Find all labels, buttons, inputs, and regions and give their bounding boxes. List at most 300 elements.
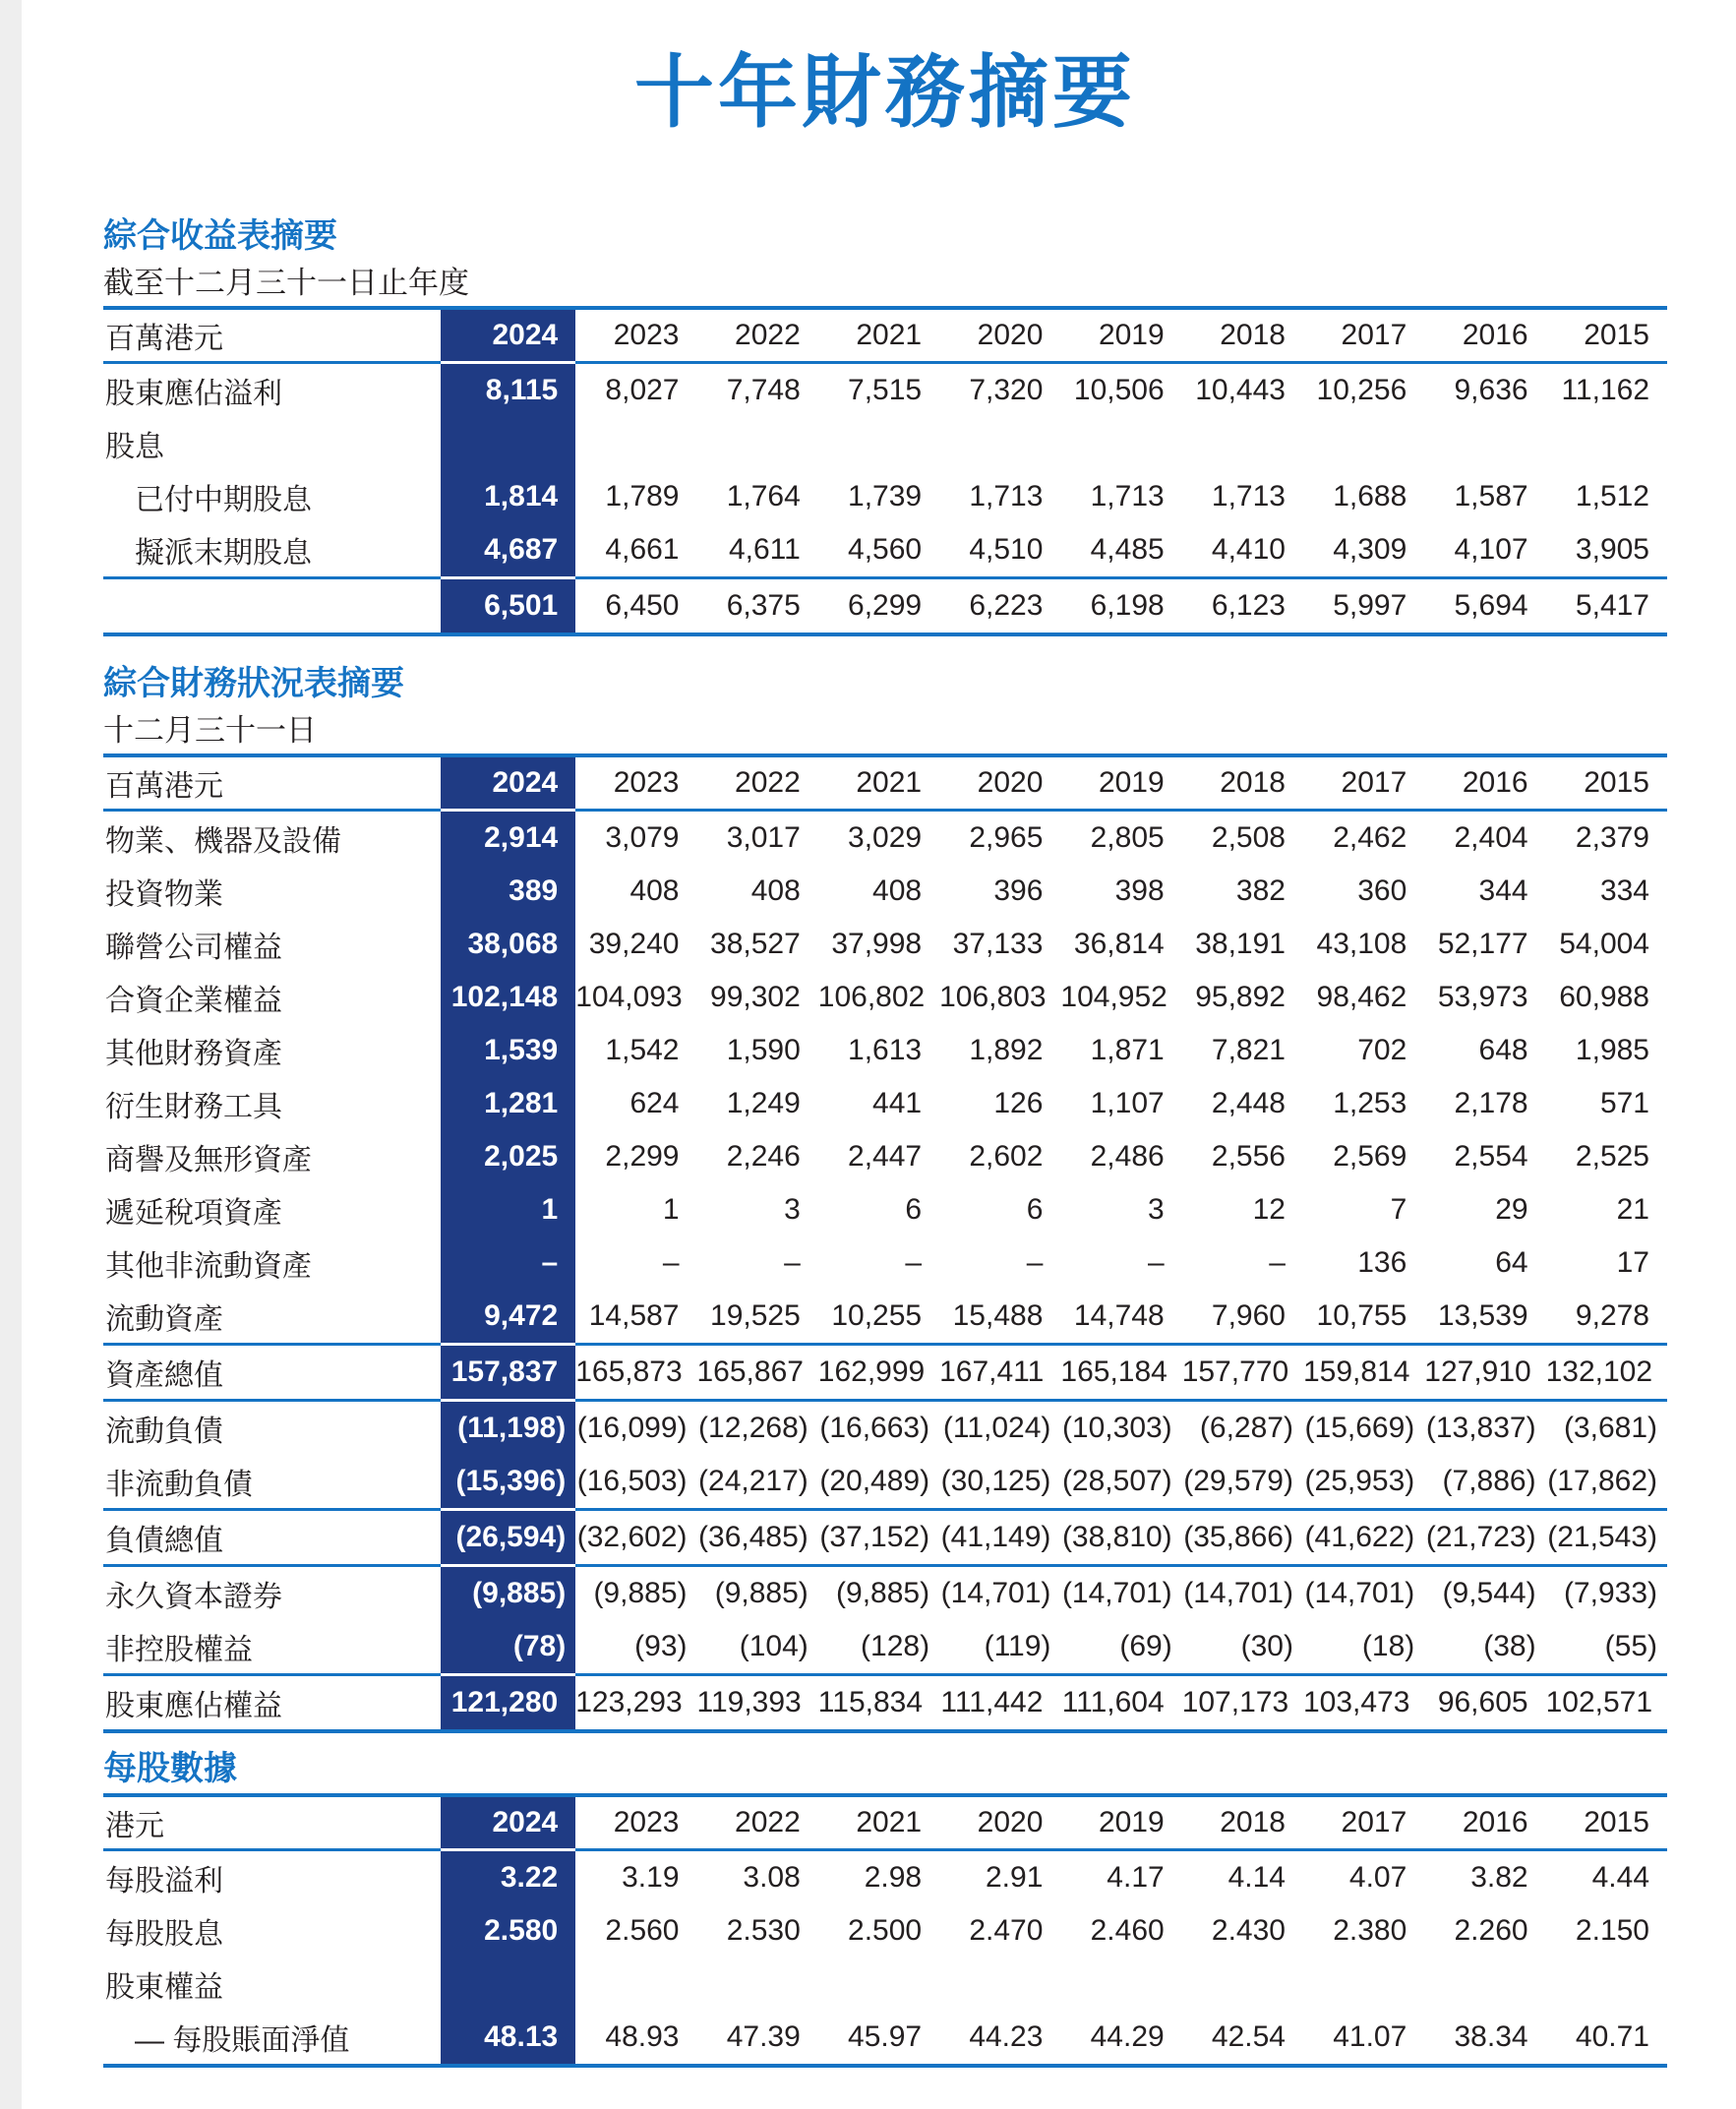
row-label: 流動資產 [105, 1303, 223, 1336]
year-header: 2021 [856, 319, 923, 351]
value-cell: 10,256 [1303, 363, 1424, 418]
row-label: 擬派末期股息 [135, 537, 312, 570]
income-section-subtitle: 截至十二月三十一日止年度 [103, 266, 469, 300]
value-cell: (20,489) [819, 1465, 930, 1497]
value-cell: 111,442 [939, 1675, 1060, 1732]
year-header: 2018 [1220, 319, 1286, 351]
value-cell: 98,462 [1316, 981, 1407, 1013]
value-cell: (16,503) [576, 1465, 688, 1497]
year-header: 2019 [1098, 1806, 1165, 1838]
value-cell: 4.44 [1546, 1850, 1667, 1905]
value-cell: (28,507) [1061, 1465, 1172, 1497]
value-cell: 398 [1114, 874, 1165, 907]
value-cell: 2.470 [969, 1914, 1044, 1947]
value-cell: 44.23 [969, 2020, 1044, 2053]
value-cell: (30) [1240, 1630, 1293, 1662]
value-cell: 5,997 [1303, 578, 1424, 635]
row-label: 合資企業權益 [105, 985, 282, 1017]
value-cell: (9,885) [818, 1566, 939, 1621]
value-cell: 2,178 [1454, 1087, 1528, 1119]
value-cell: 106,802 [817, 981, 926, 1013]
value-cell: 96,605 [1424, 1675, 1545, 1732]
value-cell [1060, 417, 1181, 470]
value-cell: 115,834 [818, 1675, 939, 1732]
value-cell: 41.07 [1333, 2020, 1407, 2053]
value-cell: 4,107 [1454, 533, 1528, 566]
value-cell: (21,543) [1546, 1510, 1667, 1566]
row-label: 已付中期股息 [135, 484, 312, 516]
value-cell: (29,579) [1183, 1465, 1293, 1497]
highlight-value-cell: 102,148 [441, 971, 575, 1024]
year-header: 2016 [1462, 319, 1528, 351]
highlight-value-cell: 48.13 [441, 2011, 575, 2066]
value-cell: 45.97 [848, 2020, 923, 2053]
value-cell: 2,569 [1333, 1140, 1407, 1173]
year-header: 2022 [735, 1806, 801, 1838]
value-cell: 408 [750, 874, 801, 907]
highlight-value-cell: 8,115 [441, 363, 575, 418]
year-header: 2020 [977, 1806, 1044, 1838]
value-cell: (21,723) [1424, 1510, 1545, 1566]
table-row [103, 1850, 1667, 1905]
value-cell: 624 [629, 1087, 680, 1119]
value-cell: 3 [784, 1193, 801, 1226]
value-cell: 4,611 [728, 533, 801, 566]
value-cell: (16,099) [575, 1401, 696, 1456]
highlight-value-cell: 121,280 [441, 1675, 575, 1732]
highlight-value-cell: 1,281 [441, 1077, 575, 1130]
value-cell: 2,404 [1424, 811, 1545, 866]
value-cell: (18) [1361, 1630, 1415, 1662]
value-cell: 54,004 [1559, 928, 1649, 960]
table-row [103, 1455, 1667, 1510]
balance-section-subtitle: 十二月三十一日 [103, 713, 317, 748]
value-cell: 123,293 [575, 1675, 696, 1732]
per-share-table [103, 1793, 1667, 2068]
table-row [103, 971, 1667, 1024]
value-cell: 2,525 [1575, 1140, 1649, 1173]
value-cell [939, 417, 1060, 470]
value-cell: 6,223 [939, 578, 1060, 635]
value-cell [1182, 417, 1303, 470]
value-cell: 7,515 [818, 363, 939, 418]
table-row [103, 1236, 1667, 1290]
value-cell: 29 [1495, 1193, 1528, 1226]
value-cell: 1,688 [1333, 480, 1407, 512]
year-header: 2023 [613, 766, 680, 799]
unit-label: 百萬港元 [105, 770, 223, 803]
value-cell [1182, 1958, 1303, 2011]
value-cell: (14,701) [1303, 1566, 1424, 1621]
table-row [103, 1675, 1667, 1732]
value-cell: 1,985 [1575, 1034, 1649, 1066]
value-cell: 2.91 [939, 1850, 1060, 1905]
income-section-title: 綜合收益表摘要 [103, 217, 337, 255]
value-cell: 648 [1478, 1034, 1528, 1066]
value-cell: 2,246 [726, 1140, 801, 1173]
value-cell: 126 [993, 1087, 1044, 1119]
highlight-value-cell: 1 [441, 1183, 575, 1236]
value-cell: 2.150 [1575, 1914, 1649, 1947]
value-cell: 103,473 [1303, 1675, 1424, 1732]
value-cell: (6,287) [1182, 1401, 1303, 1456]
value-cell: 1 [662, 1193, 680, 1226]
year-header: 2022 [735, 319, 801, 351]
value-cell: 107,173 [1182, 1675, 1303, 1732]
table-row [103, 1024, 1667, 1077]
value-cell: 64 [1495, 1246, 1528, 1279]
value-cell: 3.08 [697, 1850, 818, 1905]
value-cell: 47.39 [726, 2020, 801, 2053]
value-cell: 2,379 [1546, 811, 1667, 866]
value-cell: 52,177 [1437, 928, 1528, 960]
year-header: 2024 [441, 308, 575, 363]
highlight-value-cell: 2,025 [441, 1130, 575, 1183]
highlight-value-cell: 6,501 [441, 578, 575, 635]
value-cell: 702 [1357, 1034, 1407, 1066]
value-cell: (14,701) [939, 1566, 1060, 1621]
value-cell: 2,556 [1211, 1140, 1286, 1173]
highlight-value-cell: 157,837 [441, 1345, 575, 1401]
value-cell: – [1026, 1246, 1044, 1279]
year-header: 2023 [613, 319, 680, 351]
table-row [103, 363, 1667, 418]
year-header: 2018 [1220, 1806, 1286, 1838]
value-cell: 3.19 [575, 1850, 696, 1905]
value-cell: 4,309 [1333, 533, 1407, 566]
value-cell [1424, 417, 1545, 470]
value-cell: 37,998 [831, 928, 923, 960]
value-cell: (15,669) [1303, 1401, 1424, 1456]
value-cell: 441 [872, 1087, 923, 1119]
value-cell: (17,862) [1547, 1465, 1657, 1497]
value-cell: 571 [1599, 1087, 1649, 1119]
value-cell: (93) [634, 1630, 688, 1662]
row-label: 投資物業 [105, 878, 223, 911]
value-cell: 2.530 [726, 1914, 801, 1947]
value-cell: 1,253 [1333, 1087, 1407, 1119]
value-cell: 106,803 [939, 981, 1047, 1013]
year-header: 2021 [856, 766, 923, 799]
value-cell: (41,622) [1303, 1510, 1424, 1566]
table-row [103, 918, 1667, 971]
row-label: 其他非流動資產 [105, 1250, 312, 1283]
value-cell: 21 [1616, 1193, 1649, 1226]
value-cell: (30,125) [940, 1465, 1051, 1497]
year-header: 2017 [1341, 1806, 1407, 1838]
table-row [103, 1620, 1667, 1675]
value-cell: (12,268) [697, 1401, 818, 1456]
row-label: 永久資本證券 [103, 1566, 441, 1621]
value-cell: 136 [1357, 1246, 1407, 1279]
value-cell: 9,278 [1575, 1299, 1649, 1332]
row-label: 其他財務資產 [105, 1038, 282, 1070]
year-header: 2019 [1098, 319, 1165, 351]
value-cell: 1,512 [1575, 480, 1649, 512]
value-cell: 99,302 [710, 981, 801, 1013]
value-cell: 43,108 [1316, 928, 1407, 960]
value-cell: 127,910 [1424, 1345, 1545, 1401]
left-margin-strip [0, 0, 22, 2109]
value-cell: (41,149) [939, 1510, 1060, 1566]
value-cell: 9,636 [1424, 363, 1545, 418]
table-row [103, 1510, 1667, 1566]
value-cell: 119,393 [697, 1675, 818, 1732]
value-cell: 162,999 [818, 1345, 939, 1401]
highlight-value-cell: 1,814 [441, 470, 575, 523]
value-cell: 2.430 [1211, 1914, 1286, 1947]
value-cell: 36,814 [1073, 928, 1165, 960]
value-cell: (9,885) [575, 1566, 696, 1621]
value-cell: 102,571 [1546, 1675, 1667, 1732]
value-cell [1424, 1958, 1545, 2011]
value-cell: 1,590 [726, 1034, 801, 1066]
row-label: 商譽及無形資產 [105, 1144, 312, 1176]
value-cell: 1,713 [969, 480, 1044, 512]
value-cell: 132,102 [1546, 1345, 1667, 1401]
table-row [103, 578, 1667, 635]
row-label: 股東應佔溢利 [103, 363, 441, 418]
value-cell: 4.07 [1303, 1850, 1424, 1905]
value-cell: 1,713 [1090, 480, 1165, 512]
value-cell: 1,249 [726, 1087, 801, 1119]
value-cell: 19,525 [710, 1299, 801, 1332]
page-title: 十年財務摘要 [633, 49, 1136, 138]
value-cell: 38.34 [1454, 2020, 1528, 2053]
value-cell: (25,953) [1304, 1465, 1415, 1497]
table-row [103, 1958, 1667, 2011]
year-header: 2018 [1220, 766, 1286, 799]
value-cell: 165,867 [697, 1345, 818, 1401]
highlight-value-cell: 9,472 [441, 1290, 575, 1345]
value-cell: 17 [1616, 1246, 1649, 1279]
value-cell [697, 417, 818, 470]
highlight-value-cell: (15,396) [441, 1455, 575, 1510]
value-cell [1303, 1958, 1424, 2011]
value-cell: 60,988 [1559, 981, 1649, 1013]
value-cell [939, 1958, 1060, 2011]
value-cell: (3,681) [1546, 1401, 1667, 1456]
value-cell [1303, 417, 1424, 470]
value-cell: 13,539 [1437, 1299, 1528, 1332]
value-cell: 1,542 [605, 1034, 680, 1066]
table-row [103, 1904, 1667, 1958]
table-row [103, 2011, 1667, 2066]
row-label: 股東應佔權益 [103, 1675, 441, 1732]
value-cell: 12 [1252, 1193, 1286, 1226]
value-cell: 14,587 [588, 1299, 680, 1332]
highlight-value-cell: (11,198) [441, 1401, 575, 1456]
value-cell: (55) [1604, 1630, 1657, 1662]
row-label: 非控股權益 [105, 1634, 253, 1666]
highlight-value-cell: 389 [441, 865, 575, 918]
unit-label: 百萬港元 [105, 323, 223, 355]
table-row [103, 470, 1667, 523]
value-cell: (14,701) [1060, 1566, 1181, 1621]
value-cell: 1,613 [848, 1034, 923, 1066]
value-cell: 111,604 [1060, 1675, 1181, 1732]
value-cell: 3,905 [1575, 533, 1649, 566]
value-cell: 48.93 [605, 2020, 680, 2053]
value-cell: 1,871 [1090, 1034, 1165, 1066]
table-row [103, 523, 1667, 578]
year-header: 2019 [1098, 766, 1165, 799]
table-row [103, 865, 1667, 918]
year-header: 2016 [1462, 1806, 1528, 1838]
value-cell: 7,821 [1211, 1034, 1286, 1066]
value-cell: (10,303) [1060, 1401, 1181, 1456]
value-cell: (38) [1483, 1630, 1536, 1662]
value-cell [1546, 417, 1667, 470]
year-header: 2023 [613, 1806, 680, 1838]
value-cell: 1,764 [726, 480, 801, 512]
value-cell: 38,527 [710, 928, 801, 960]
row-label: 股息 [105, 431, 164, 463]
row-label: 聯營公司權益 [105, 932, 282, 964]
value-cell: (37,152) [818, 1510, 939, 1566]
year-header: 2017 [1341, 319, 1407, 351]
table-row [103, 1130, 1667, 1183]
value-cell: 1,739 [848, 480, 923, 512]
value-cell: 42.54 [1211, 2020, 1286, 2053]
value-cell: (9,885) [697, 1566, 818, 1621]
value-cell: 4,510 [969, 533, 1044, 566]
income-section [103, 211, 1667, 636]
value-cell: (119) [984, 1630, 1051, 1662]
table-header-row [103, 755, 1667, 811]
value-cell: (7,886) [1442, 1465, 1536, 1497]
table-row [103, 1290, 1667, 1345]
value-cell: 4.14 [1182, 1850, 1303, 1905]
value-cell: (16,663) [818, 1401, 939, 1456]
value-cell: 1,892 [969, 1034, 1044, 1066]
income-table [103, 306, 1667, 636]
table-row [103, 1183, 1667, 1236]
year-header: 2015 [1584, 766, 1649, 799]
highlight-value-cell: – [441, 1236, 575, 1290]
value-cell: 4,560 [848, 533, 923, 566]
year-header: 2024 [441, 755, 575, 811]
year-header: 2016 [1462, 766, 1528, 799]
value-cell: 2,554 [1454, 1140, 1528, 1173]
value-cell: 2.460 [1090, 1914, 1165, 1947]
row-label: 物業、機器及設備 [103, 811, 441, 866]
table-header-row [103, 1795, 1667, 1850]
row-label: 衍生財務工具 [105, 1091, 282, 1123]
value-cell: 95,892 [1195, 981, 1286, 1013]
value-cell [1546, 1958, 1667, 2011]
value-cell: 10,755 [1316, 1299, 1407, 1332]
table-row [103, 811, 1667, 866]
value-cell: 104,952 [1060, 981, 1167, 1013]
value-cell: 6,123 [1182, 578, 1303, 635]
value-cell: 334 [1599, 874, 1649, 907]
value-cell: – [662, 1246, 680, 1279]
value-cell: 15,488 [952, 1299, 1044, 1332]
value-cell: 382 [1235, 874, 1286, 907]
value-cell: 6,375 [697, 578, 818, 635]
value-cell: 6 [1026, 1193, 1044, 1226]
highlight-value-cell: (78) [441, 1620, 575, 1675]
value-cell [818, 1958, 939, 2011]
value-cell: 408 [629, 874, 680, 907]
value-cell: 11,162 [1546, 363, 1667, 418]
value-cell: 2,602 [969, 1140, 1044, 1173]
table-row [103, 1566, 1667, 1621]
highlight-value-cell [441, 1958, 575, 2011]
value-cell: 165,873 [575, 1345, 696, 1401]
row-label: 流動負債 [103, 1401, 441, 1456]
value-cell: 344 [1478, 874, 1528, 907]
value-cell: 37,133 [952, 928, 1044, 960]
value-cell: (35,866) [1182, 1510, 1303, 1566]
highlight-value-cell: 1,539 [441, 1024, 575, 1077]
value-cell: 7,320 [939, 363, 1060, 418]
value-cell [575, 417, 696, 470]
value-cell [818, 417, 939, 470]
value-cell: 2,486 [1090, 1140, 1165, 1173]
value-cell: 14,748 [1073, 1299, 1165, 1332]
balance-section [103, 659, 1667, 1733]
value-cell: (69) [1119, 1630, 1172, 1662]
balance-table [103, 753, 1667, 1733]
value-cell: (36,485) [697, 1510, 818, 1566]
value-cell: 10,506 [1060, 363, 1181, 418]
value-cell: 360 [1357, 874, 1407, 907]
year-header: 2021 [856, 1806, 923, 1838]
value-cell: (14,701) [1182, 1566, 1303, 1621]
value-cell [1060, 1958, 1181, 2011]
value-cell: 408 [872, 874, 923, 907]
highlight-value-cell: 2.580 [441, 1904, 575, 1958]
value-cell: 2,508 [1182, 811, 1303, 866]
highlight-value-cell: 4,687 [441, 523, 575, 578]
row-label: 遞延稅項資產 [105, 1197, 282, 1230]
value-cell: 159,814 [1303, 1345, 1424, 1401]
value-cell: – [784, 1246, 801, 1279]
row-label: — 每股賬面淨值 [135, 2024, 350, 2057]
value-cell [575, 1958, 696, 2011]
value-cell: 2,448 [1211, 1087, 1286, 1119]
value-cell: 1,713 [1211, 480, 1286, 512]
value-cell: (24,217) [698, 1465, 808, 1497]
unit-label: 港元 [105, 1810, 164, 1842]
value-cell: – [1148, 1246, 1165, 1279]
value-cell: (38,810) [1060, 1510, 1181, 1566]
row-label: 負債總值 [103, 1510, 441, 1566]
table-row [103, 1345, 1667, 1401]
value-cell: 38,191 [1195, 928, 1286, 960]
value-cell: 157,770 [1182, 1345, 1303, 1401]
value-cell: 2,299 [605, 1140, 680, 1173]
value-cell: 6,198 [1060, 578, 1181, 635]
value-cell: 1,587 [1454, 480, 1528, 512]
value-cell: 4,485 [1090, 533, 1165, 566]
value-cell: 104,093 [575, 981, 683, 1013]
row-label: 每股股息 [105, 1918, 223, 1951]
value-cell: 6 [905, 1193, 923, 1226]
value-cell: (32,602) [575, 1510, 696, 1566]
value-cell: 3,029 [818, 811, 939, 866]
value-cell: 5,694 [1424, 578, 1545, 635]
value-cell: 2,447 [848, 1140, 923, 1173]
value-cell: 1,789 [605, 480, 680, 512]
value-cell: 10,443 [1182, 363, 1303, 418]
value-cell [697, 1958, 818, 2011]
value-cell: 6,450 [575, 578, 696, 635]
value-cell: 44.29 [1090, 2020, 1165, 2053]
value-cell: (7,933) [1546, 1566, 1667, 1621]
